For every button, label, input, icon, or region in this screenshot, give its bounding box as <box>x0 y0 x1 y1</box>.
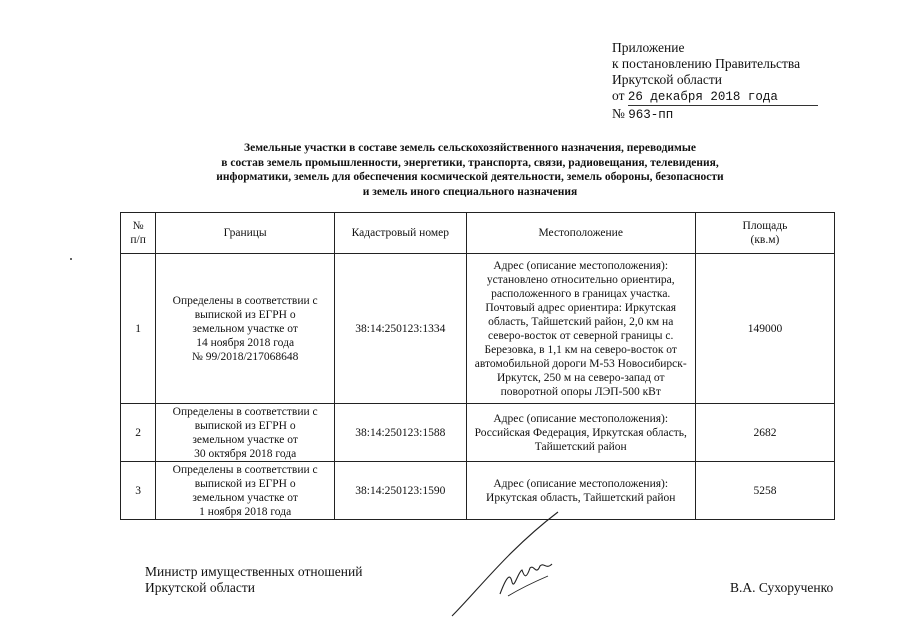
cell-area: 2682 <box>695 404 834 462</box>
location-line: установлено относительно ориентира, <box>486 273 675 286</box>
boundaries-line: земельном участке от <box>192 433 298 446</box>
cell-number: 1 <box>121 254 156 404</box>
boundaries-line: № 99/2018/217068648 <box>191 350 299 363</box>
location-line: Адрес (описание местоположения): <box>493 412 669 425</box>
document-title-line-4: и земель иного специального назначения <box>362 185 578 198</box>
cell-area: 5258 <box>695 462 834 520</box>
location-line: Березовка, в 1,1 км на северо-восток от <box>484 343 677 356</box>
approval-date-prefix: от <box>612 88 625 103</box>
table-row <box>121 404 835 462</box>
boundaries-line: 30 октября 2018 года <box>194 447 297 460</box>
cell-boundaries <box>156 404 335 462</box>
location-line: Почтовый адрес ориентира: Иркутская <box>485 301 677 314</box>
header-number-line-2: п/п <box>130 234 146 246</box>
cell-cadastral: 38:14:250123:1590 <box>335 462 466 520</box>
cell-boundaries <box>156 462 335 520</box>
land-plots-table <box>120 212 835 520</box>
approval-line-3: Иркутской области <box>612 72 723 87</box>
boundaries-line: Определены в соответствии с <box>172 405 318 418</box>
table-header-row <box>121 213 835 254</box>
boundaries-line: выпиской из ЕГРН о <box>194 308 296 321</box>
location-line: область, Тайшетский район, 2,0 км на <box>488 315 674 328</box>
cell-area: 149000 <box>695 254 834 404</box>
signatory-position-line-2: Иркутской области <box>145 580 256 595</box>
location-line: Иркутская область, Тайшетский район <box>486 491 676 504</box>
boundaries-line: выпиской из ЕГРН о <box>194 477 296 490</box>
location-line: северо-восток от северной границы с. <box>488 329 674 342</box>
header-area <box>695 213 834 254</box>
approval-block <box>612 40 872 123</box>
cell-boundaries <box>156 254 335 404</box>
cell-location <box>466 404 695 462</box>
header-area-line-1: Площадь <box>742 220 788 232</box>
approval-date-value: 26 декабря 2018 года <box>628 89 818 106</box>
location-line: Иркутск, 250 м на северо-запад от <box>496 371 665 384</box>
boundaries-line: земельном участке от <box>192 491 298 504</box>
document-title-line-3: информатики, земель для обеспечения космической деятельности, земель обороны, безопасности <box>216 171 724 183</box>
boundaries-line: земельном участке от <box>192 322 298 335</box>
location-line: поворотной опоры ЛЭП-500 кВт <box>500 385 661 398</box>
cell-location <box>466 254 695 404</box>
location-line: расположенного в границах участка. <box>491 287 671 300</box>
approval-line-1: Приложение <box>612 40 685 55</box>
cell-number: 2 <box>121 404 156 462</box>
boundaries-line: 1 ноября 2018 года <box>199 505 292 518</box>
location-line: Адрес (описание местоположения): <box>493 477 669 490</box>
approval-number-value: 963-пп <box>628 108 674 122</box>
header-number <box>121 213 156 254</box>
cell-cadastral: 38:14:250123:1588 <box>335 404 466 462</box>
header-boundaries: Границы <box>156 213 335 254</box>
boundaries-line: Определены в соответствии с <box>172 463 318 476</box>
approval-number-prefix: № <box>612 106 625 121</box>
scan-speck <box>70 258 72 260</box>
document-title-line-1: Земельные участки в составе земель сельскохозяйственного назначения, переводимые <box>244 142 696 154</box>
approval-line-2: к постановлению Правительства <box>612 56 801 71</box>
signatory-position-line-1: Министр имущественных отношений <box>145 564 363 579</box>
location-line: Тайшетский район <box>534 440 627 453</box>
location-line: автомобильной дороги М-53 Новосибирск- <box>474 357 687 370</box>
table-row <box>121 254 835 404</box>
cell-cadastral: 38:14:250123:1334 <box>335 254 466 404</box>
document-title <box>150 141 790 199</box>
approval-number <box>612 106 872 123</box>
approval-date <box>612 88 872 106</box>
document-title-line-2: в состав земель промышленности, энергетики, транспорта, связи, радиовещания, телевидения, <box>221 156 719 169</box>
location-line: Российская Федерация, Иркутская область, <box>474 426 687 439</box>
location-line: Адрес (описание местоположения): <box>493 259 669 272</box>
cell-number: 3 <box>121 462 156 520</box>
boundaries-line: выпиской из ЕГРН о <box>194 419 296 432</box>
header-location: Местоположение <box>466 213 695 254</box>
boundaries-line: 14 ноября 2018 года <box>196 336 295 349</box>
signature-block <box>145 564 845 596</box>
header-cadastral: Кадастровый номер <box>335 213 466 254</box>
signatory-name: В.А. Сухорученко <box>730 580 834 595</box>
header-area-line-2: (кв.м) <box>750 234 780 246</box>
header-number-line-1: № <box>132 220 144 232</box>
boundaries-line: Определены в соответствии с <box>172 294 318 307</box>
